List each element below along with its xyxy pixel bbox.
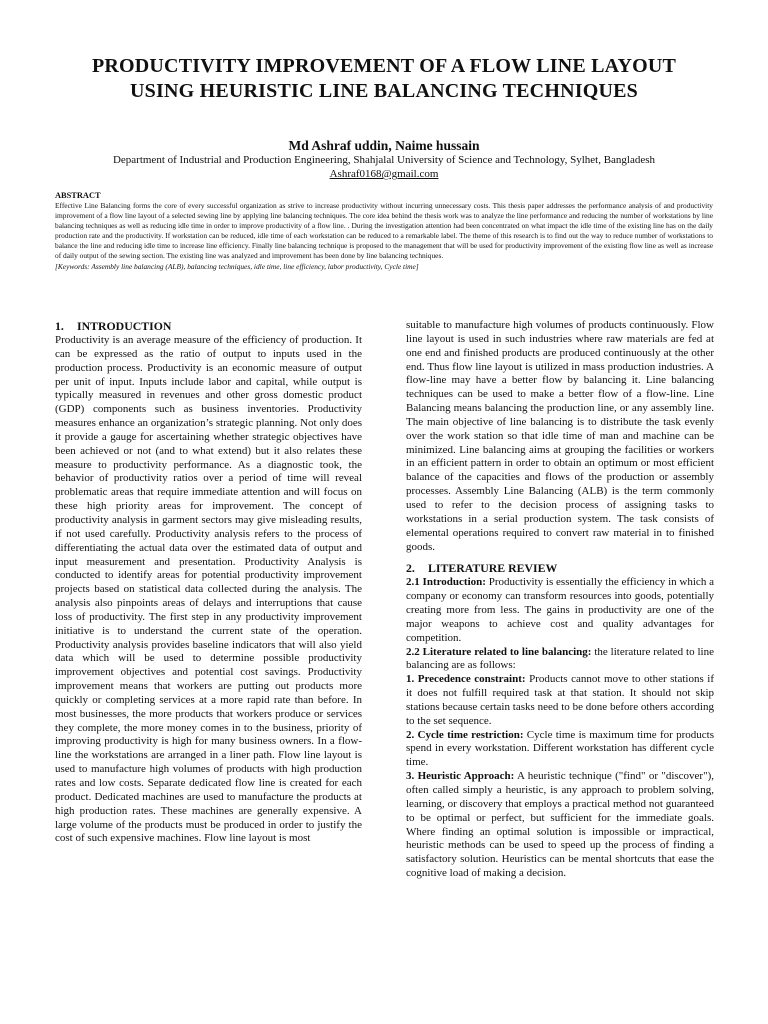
section-heading-literature-review	[406, 561, 714, 576]
email-link[interactable]: Ashraf0168@gmail.com	[329, 168, 439, 180]
literature-item	[406, 576, 714, 645]
abstract-heading: ABSTRACT	[55, 191, 101, 200]
literature-item-label: 2. Cycle time restriction:	[406, 728, 524, 741]
literature-item	[406, 729, 714, 771]
introduction-paragraph: Productivity is an average measure of the efficiency of production. It can be expressed as the ratio of output to inputs used in the production process. Productivity is an economic measure of output per unit of input. Inputs include labor and capital, while output is typically measured in revenues and other gross domestic product (GDP) components such as business inventories. Productivity measures enhance an organization’s strategic planning. Not only does it provide a gauge for ascertaining whether strategic objectives have been achieved or not (and to what extend) but it also relates these measure to productivity performance. As a diagnostic took, the behavior of productivity ratios over a period of time will reveal problematic areas that require immediate attention and will focus on these high priority areas for improvement. The concept of productivity analysis in garment sectors may give misleading results, if not used carefully. Productivity analysis refers to the process of differentiating the actual data over the estimated data of output and input measurement and presentation. Productivity Analysis is conducted to identify areas for potential productivity improvement projects based on statistical data collected during the analysis. The analysis also pinpoints areas of delays and interruptions that cause loss of productivity. The first step in any productivity improvement initiative is to understand the current state of the operation. Productivity analysis provides baseline indicators that will also yield data which will be used to determine possible productivity improvement objectives and potential cost savings. Productivity improvement means that workers are putting out products more quickly or completing services at a more rapid rate than before. In most businesses, the more products that workers produce or services they complete, the more money comes in to the business, priority of improving productivity is high for many business owners. In a flow-line the workstations are arranged in a liner path. Flow line layout is used to manufacture high volumes of products with high production rates and low costs. Separate dedicated flow line is created for each product. Dedicated machines are used to manufacture the products at high production rates. These machines are generally expensive. A large volume of the products must be produced in order to justify the cost of such expensive machines. Flow line layout is most	[55, 334, 362, 845]
right-column	[406, 319, 714, 881]
keywords: [Keywords: Assembly line balancing (ALB), balancing techniques, idle time, line efficiency, labor productivity, Cycle time]	[55, 261, 419, 271]
section-title: INTRODUCTION	[77, 319, 172, 333]
section-heading-introduction	[55, 319, 362, 334]
literature-item-label: 2.2 Literature related to line balancing:	[406, 645, 592, 658]
literature-item-label: 1. Precedence constraint:	[406, 673, 526, 686]
author-names: Md Ashraf uddin, Naime hussain	[288, 138, 480, 153]
literature-item-text: Cycle time is maximum time for products spend in every workstation. Different workstation has different cycle time.	[406, 728, 714, 769]
literature-item	[406, 646, 714, 674]
author-email	[40, 167, 728, 181]
section-number: 2.	[406, 561, 415, 576]
literature-item-text: Productivity is essentially the efficiency in which a company or economy can transform resources into goods, potentially creating more from less. The gains in productivity are one of the major weapons to achieve cost and quality advantages for competition.	[406, 576, 714, 644]
literature-item-label: 3. Heuristic Approach:	[406, 770, 515, 783]
literature-item-text: Products cannot move to other stations if it does not fulfill required task at that station. It should not skip stations because certain tasks need to be done before others according to the set sequence.	[406, 673, 714, 727]
paper-title: PRODUCTIVITY IMPROVEMENT OF A FLOW LINE LAYOUT USING HEURISTIC LINE BALANCING TECHNIQUES	[91, 55, 677, 102]
author-affiliation: Department of Industrial and Production Engineering, Shahjalal University of Science and Technology, Sylhet, Bangladesh	[112, 154, 656, 166]
introduction-continuation-paragraph: suitable to manufacture high volumes of products continuously. Flow line layout is used in such industries where raw materials are fed at one end and finished products are produced continuously at the other end. Thus flow line layout is utilized in mass production industries. A flow-line may have a better flow by balancing it. Line balancing techniques can be used to make a better flow of a flow-line. Line Balancing means balancing the production line, or any assembly line. The main objective of line balancing is to distribute the task evenly over the work station so that idle time of man and machine can be minimized. Line balancing aims at grouping the facilities or workers in an efficient pattern in order to obtain an optimum or most efficient balance of the capacities and flows of the production or assembly processes. Assembly Line Balancing (ALB) is the term commonly used to refer to the decision process of assigning tasks to workstations in a serial production system. The task consists of elemental operations required to convert raw material in to finished goods.	[406, 319, 714, 553]
section-title: LITERATURE REVIEW	[428, 561, 558, 576]
literature-item	[406, 770, 714, 881]
abstract-text: Effective Line Balancing forms the core of every successful organization as strive to increase productivity without incurring unnecessary costs. This thesis paper addresses the performance analysis of and productivity improvement of a flow line layout of a selected sewing line by applying line balancing techniques. The core idea behind the thesis work was to analyze the line performance and reducing the number of workstations by line balancing techniques as well as reducing idle time in order to improve productivity of a flow line. . During the investigation attention had been concentrated on what impact the idle time of the existing line has on the daily production rate and the productivity. If workstation can be reduced, idle time of each workstation can be reduced to a remarkable label. The theme of this research is to find out the way to reduce number of workstations to balance the line and reducing idle time to increase line efficiency. Finally line balancing technique is proposed to the management that will be used for productivity improvement of the existing flow line as well as increase of daily output of the sewing section. The existing line was analyzed and improvement has been done by line balancing techniques.	[55, 201, 713, 261]
abstract-section	[55, 190, 713, 272]
literature-item-text: A heuristic technique ("find" or "discover"), often called simply a heuristic, is any approach to problem solving, learning, or discovery that employs a practical method not guaranteed to be optimal or perfect, but sufficient for the immediate goals. Where finding an optimal solution is impossible or impractical, heuristic methods can be used to speed up the process of finding a satisfactory solution. Heuristics can be mental shortcuts that ease the cognitive load of making a decision.	[406, 770, 714, 880]
left-column	[55, 319, 362, 846]
literature-item-text: the literature related to line balancing are as follows:	[406, 645, 714, 672]
literature-item-label: 2.1 Introduction:	[406, 576, 486, 589]
literature-item	[406, 673, 714, 728]
section-number: 1.	[55, 319, 64, 333]
